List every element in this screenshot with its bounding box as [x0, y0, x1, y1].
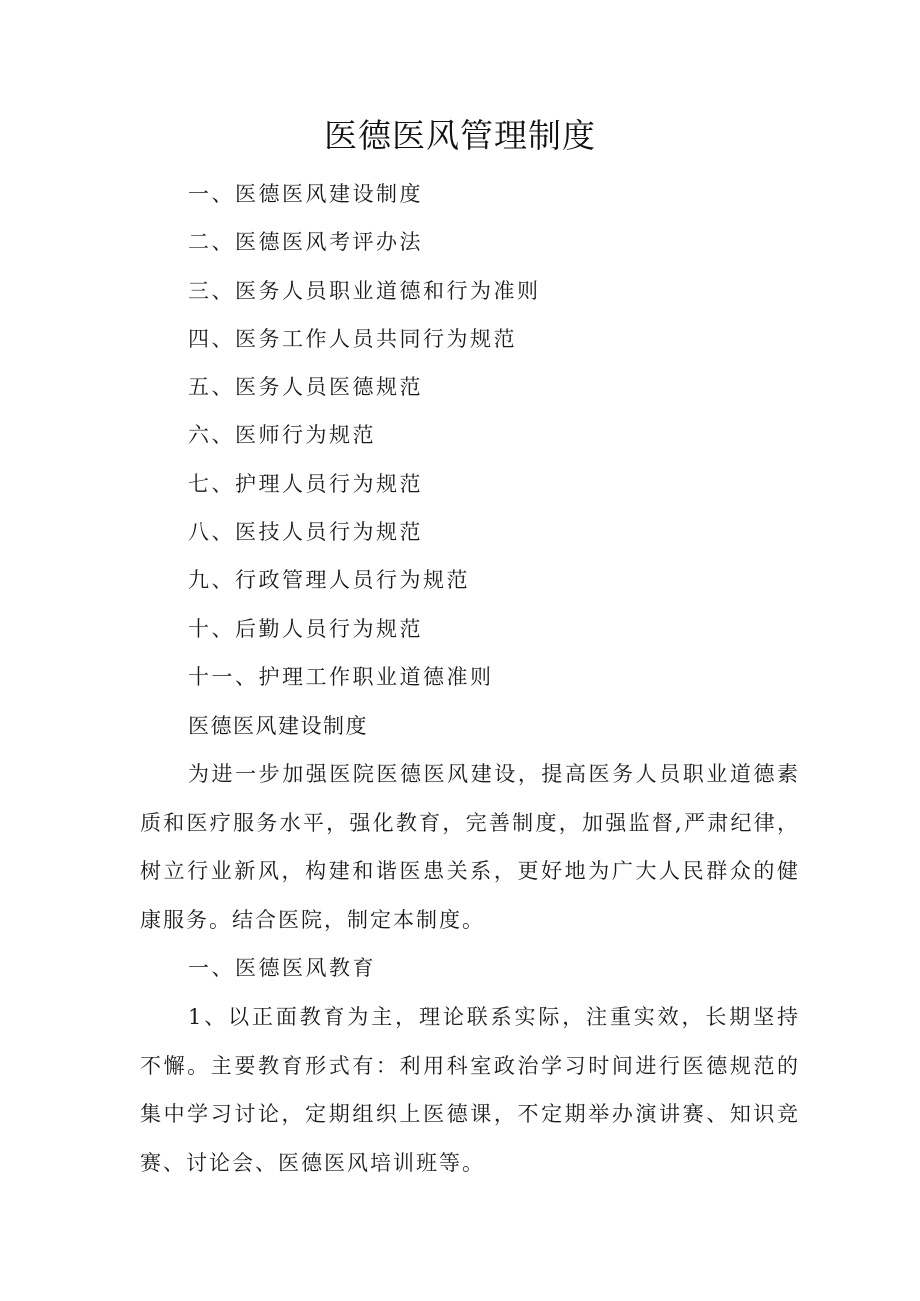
toc-item: 十、后勤人员行为规范 — [188, 616, 423, 641]
item-paragraph: 1、以正面教育为主，理论联系实际，注重实效，长期坚持不懈。主要教育形式有：利用科室政治学习时间进行医德规范的集中学习讨论，定期组织上医德课，不定期举办演讲赛、知识竞赛、讨论会、医德医风培训班等。 — [140, 1005, 800, 1175]
intro-paragraph: 为进一步加强医院医德医风建设，提高医务人员职业道德素质和医疗服务水平，强化教育，完善制度，加强监督,严肃纪律，树立行业新风，构建和谐医患关系，更好地为广大人民群众的健康服务。结合医院，制定本制度。 — [140, 762, 800, 932]
subsection-heading: 一、医德医风教育 — [188, 956, 376, 980]
toc-item: 五、医务人员医德规范 — [188, 375, 423, 400]
toc-item: 九、行政管理人员行为规范 — [188, 568, 470, 593]
table-of-contents — [188, 170, 541, 701]
toc-item: 四、医务工作人员共同行为规范 — [188, 326, 517, 351]
toc-item: 十一、护理工作职业道德准则 — [188, 664, 494, 689]
section-heading: 医德医风建设制度 — [188, 714, 368, 738]
toc-item: 六、医师行为规范 — [188, 423, 376, 448]
toc-item: 七、护理人员行为规范 — [188, 471, 423, 496]
toc-item: 三、医务人员职业道德和行为准则 — [188, 278, 541, 303]
toc-item: 二、医德医风考评办法 — [188, 230, 423, 255]
document-title: 医德医风管理制度 — [324, 116, 596, 155]
toc-item: 八、医技人员行为规范 — [188, 520, 423, 545]
toc-item: 一、医德医风建设制度 — [188, 182, 423, 206]
